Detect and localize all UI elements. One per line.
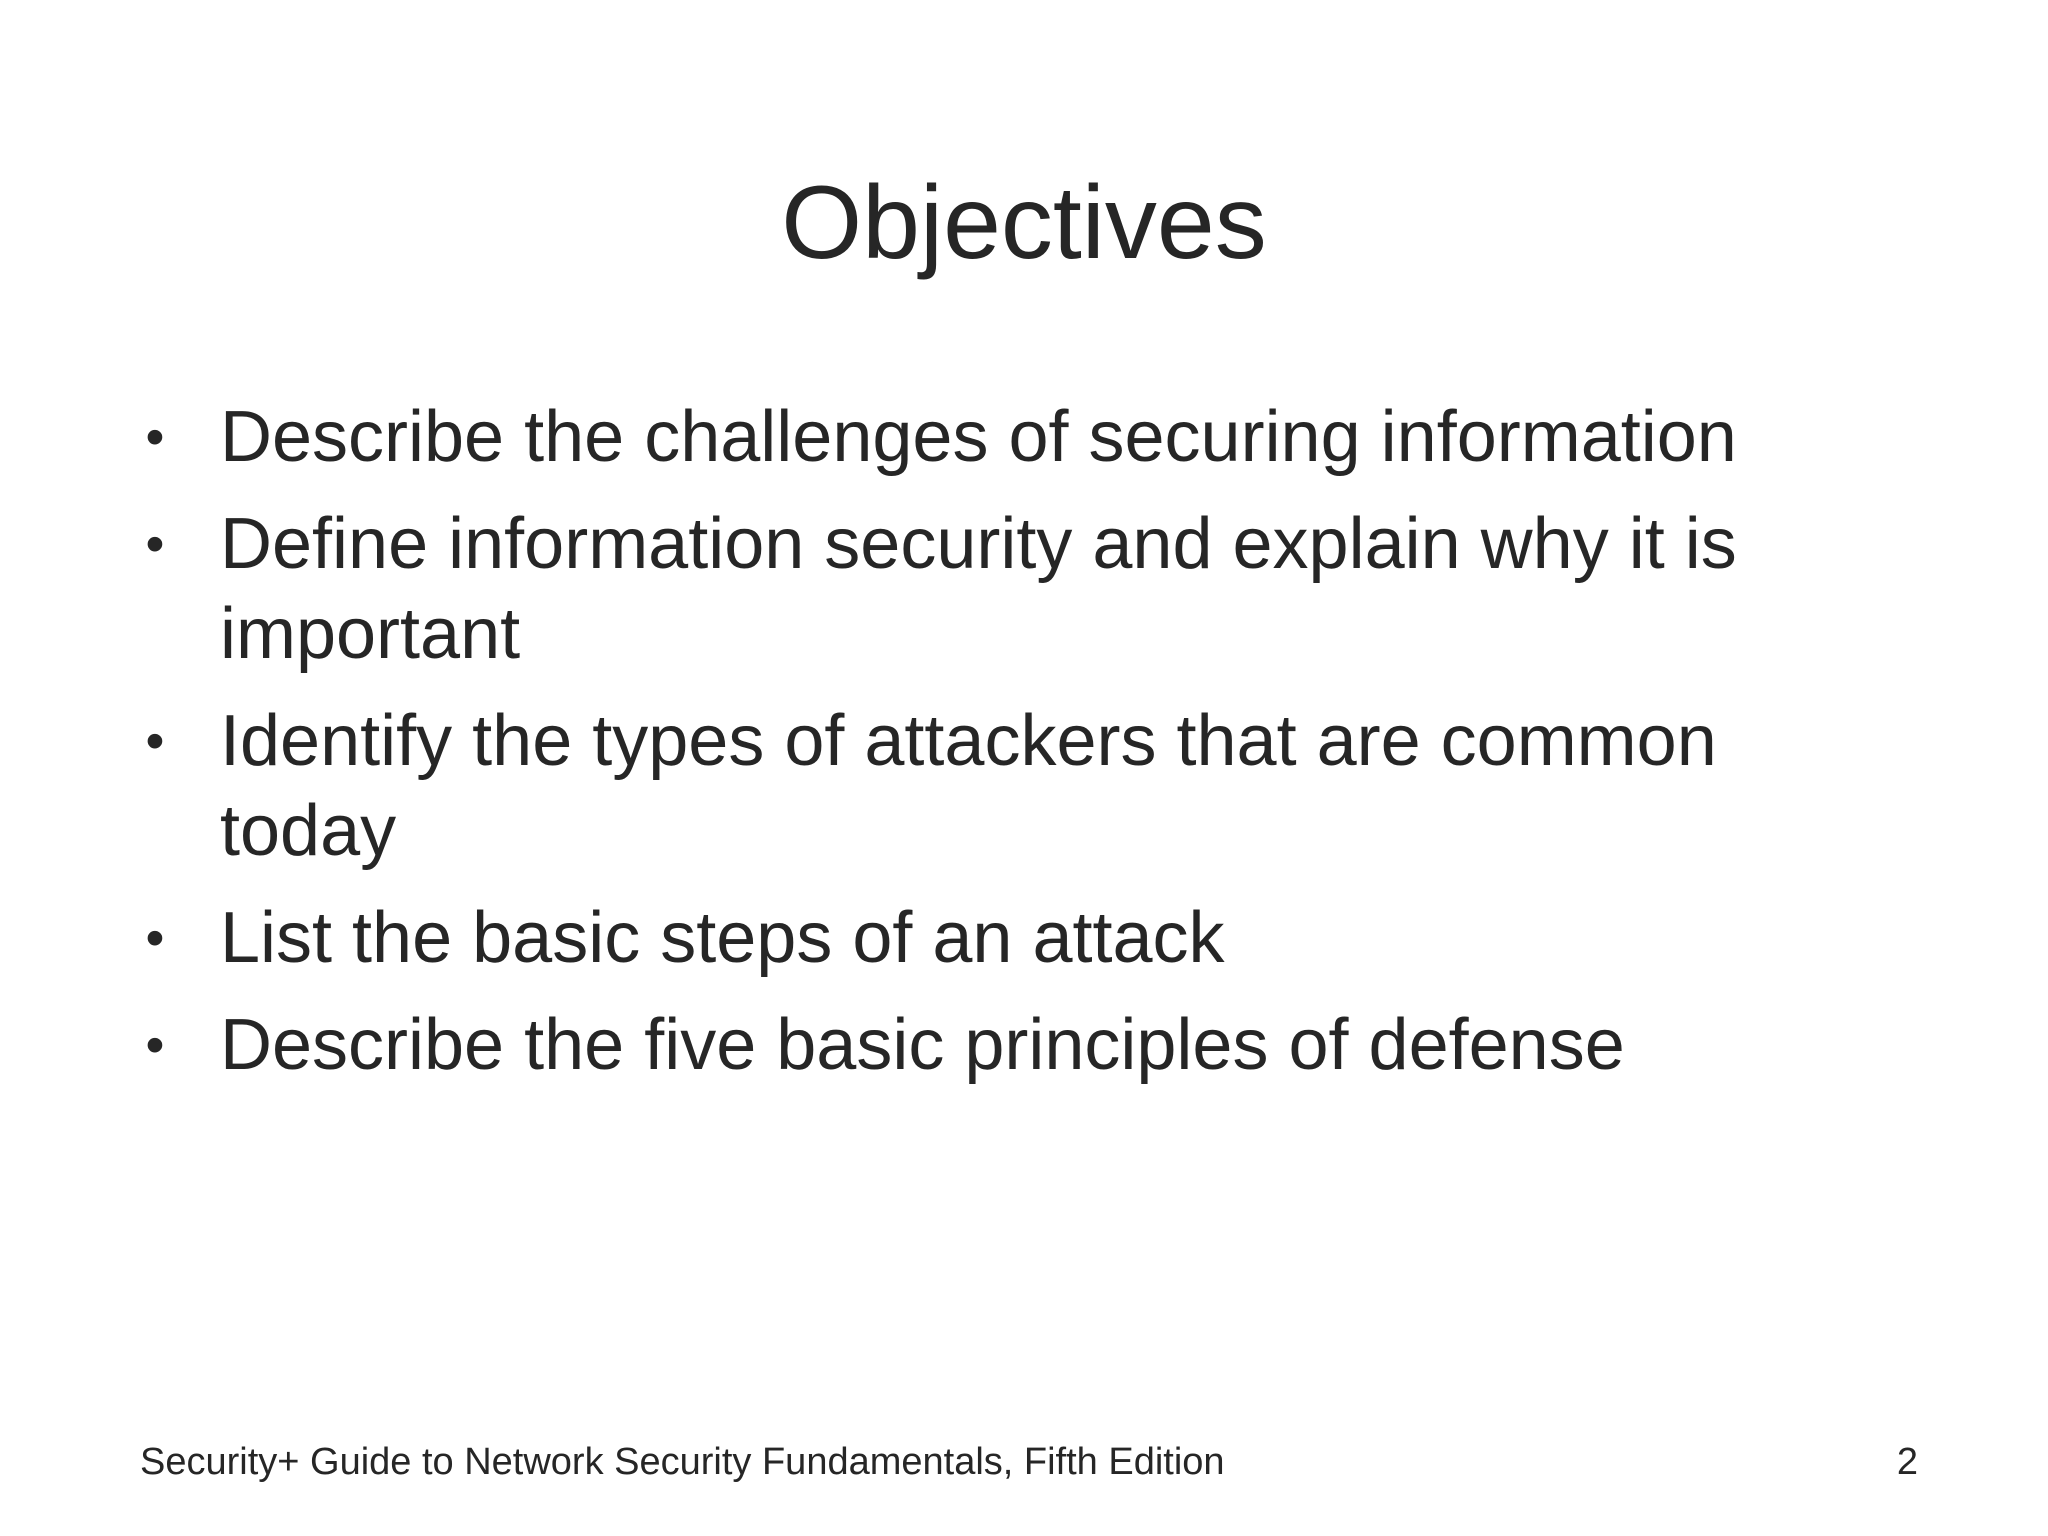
bullet-icon: • [145,1015,165,1075]
objective-item [140,392,1860,482]
bullet-icon: • [145,908,165,968]
objective-text: Describe the five basic principles of defense [220,1005,1625,1085]
objective-item [140,1000,1860,1090]
objective-text: Describe the challenges of securing information [220,397,1737,477]
objective-text: Identify the types of attackers that are common today [220,701,1717,871]
bullet-icon: • [145,711,165,771]
objective-item [140,696,1860,876]
bullet-icon: • [145,407,165,467]
footer-text: Security+ Guide to Network Security Fundamentals, Fifth Edition [140,1441,1225,1483]
objectives-list [140,392,1860,1107]
objective-item [140,499,1860,679]
page-number: 2 [1896,1441,1918,1483]
objective-text: List the basic steps of an attack [220,898,1225,978]
bullet-icon: • [145,514,165,574]
objective-text: Define information security and explain why it is important [220,504,1737,674]
slide-title: Objectives [781,165,1267,281]
objective-item [140,893,1860,983]
